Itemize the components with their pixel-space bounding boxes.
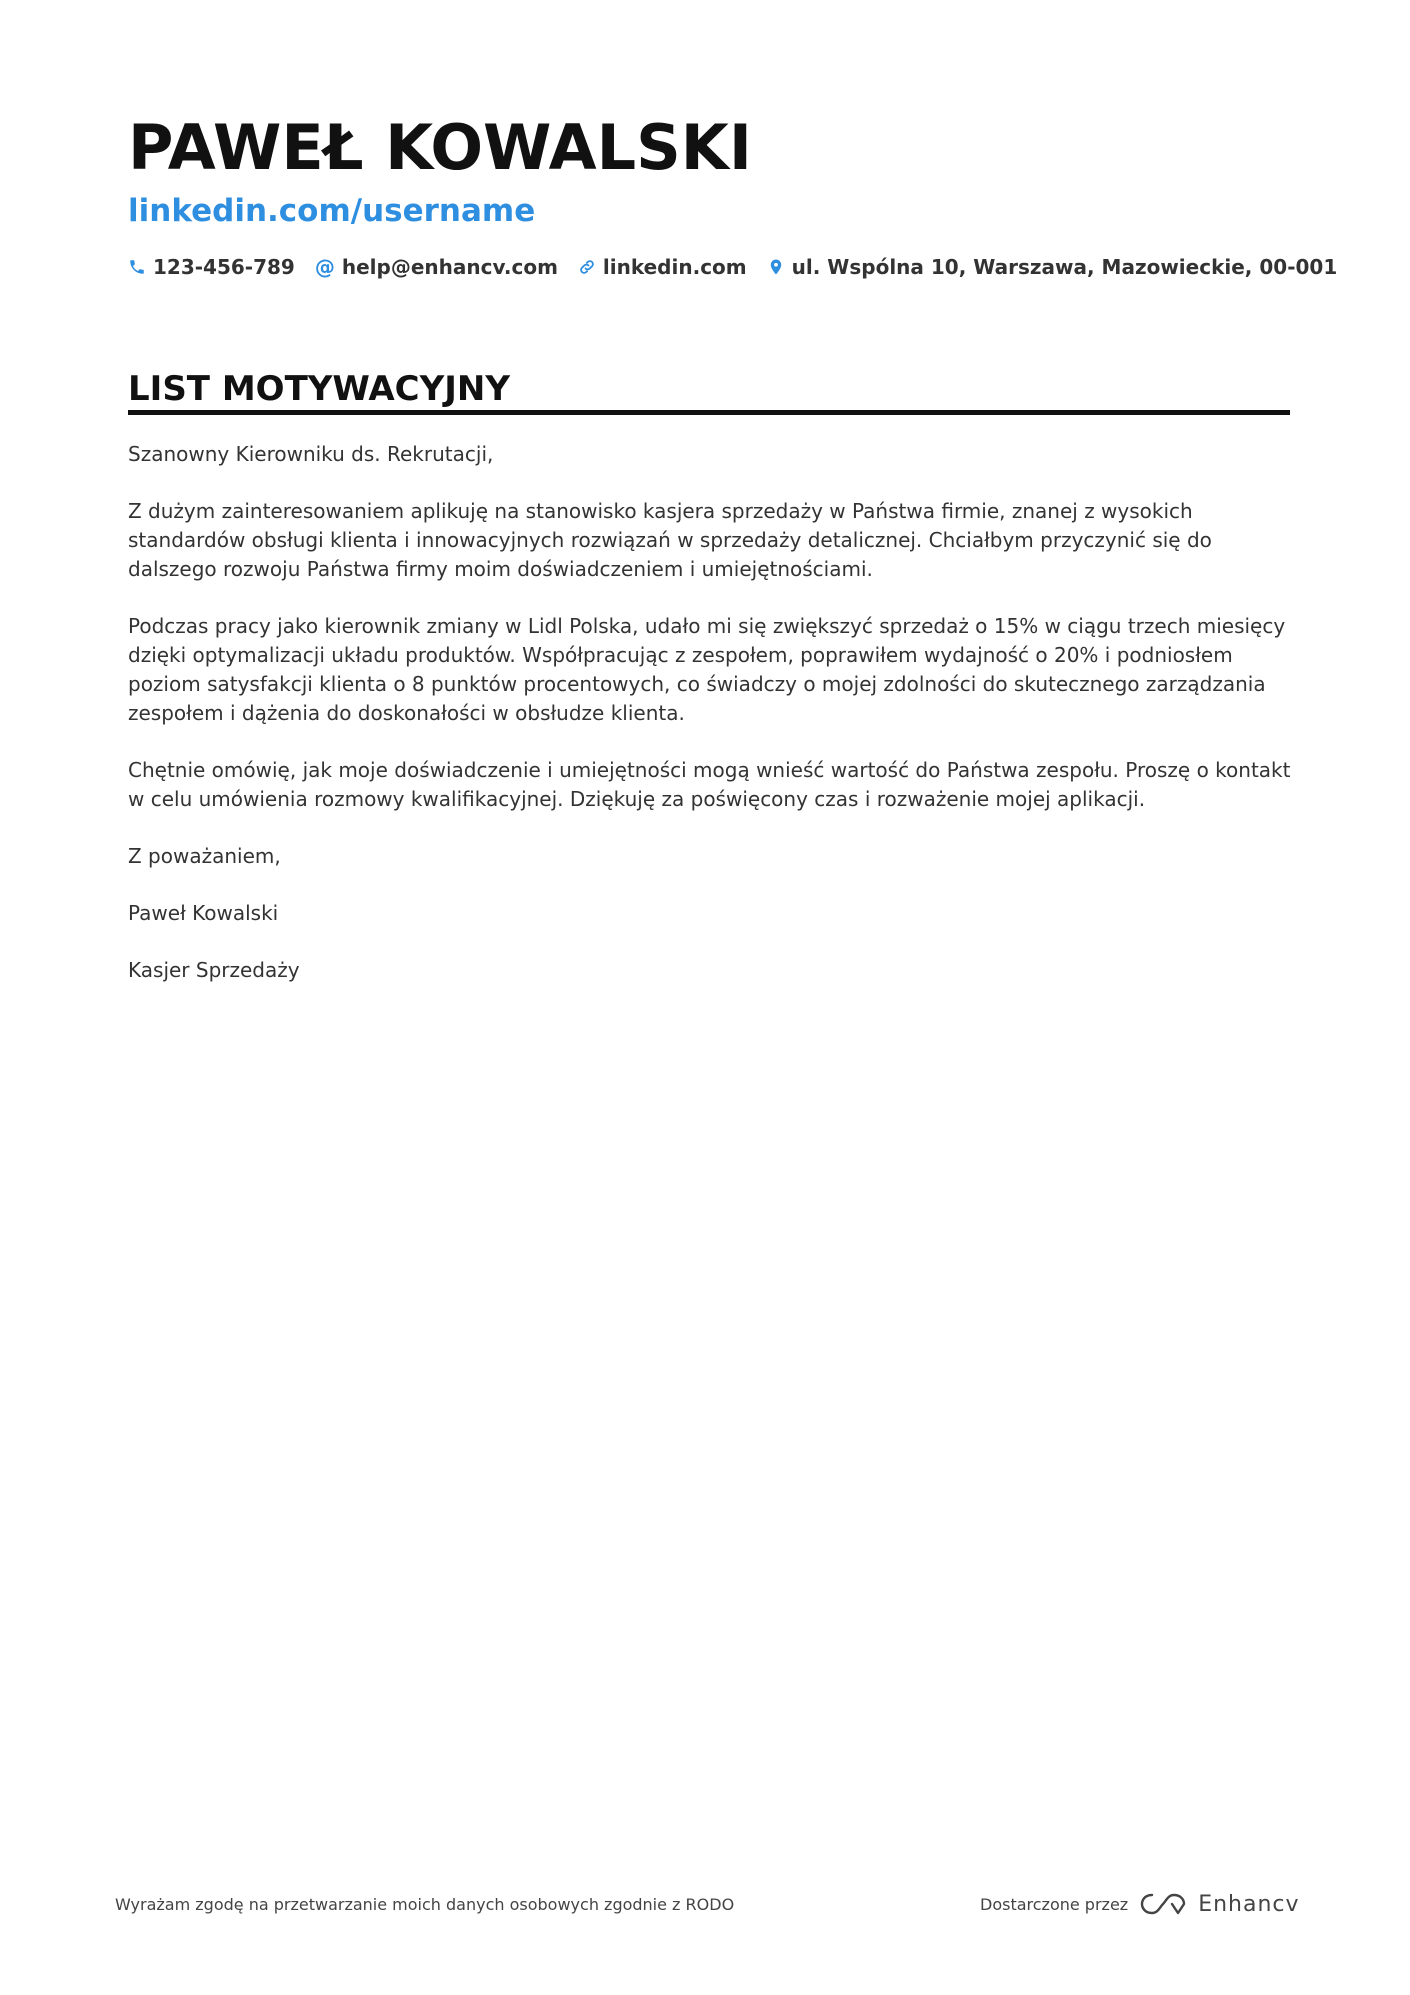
powered-by-label: Dostarczone przez bbox=[980, 1894, 1129, 1914]
letter-paragraph-1: Z dużym zainteresowaniem aplikuję na stanowisko kasjera sprzedaży w Państwa firmie, znanej z wysokich standardów obsługi klienta i innowacyjnych rozwiązań w sprzedaży detalicznej. Chciałbym przyczynić się do dalszego rozwoju Państwa firmy moim doświadczeniem i umiejętnościami. bbox=[128, 499, 1212, 581]
letter-body bbox=[128, 440, 1298, 1013]
contact-address-text: ul. Wspólna 10, Warszawa, Mazowieckie, 00-001 bbox=[791, 255, 1338, 279]
contact-bar bbox=[128, 252, 1357, 282]
contact-linkedin-text: linkedin.com bbox=[602, 255, 747, 279]
enhancv-logo-icon bbox=[1140, 1891, 1186, 1917]
signature-name: Paweł Kowalski bbox=[128, 901, 279, 925]
contact-email-text: help@enhancv.com bbox=[341, 255, 558, 279]
letter-closing: Z poważaniem, bbox=[128, 844, 281, 868]
gdpr-consent-note: Wyrażam zgodę na przetwarzanie moich danych osobowych zgodnie z RODO bbox=[115, 1895, 735, 1914]
letter-greeting: Szanowny Kierowniku ds. Rekrutacji, bbox=[128, 442, 494, 466]
section-divider bbox=[128, 410, 1290, 415]
contact-linkedin[interactable] bbox=[578, 255, 747, 279]
location-pin-icon bbox=[767, 258, 785, 276]
contact-phone[interactable] bbox=[128, 255, 295, 279]
link-icon bbox=[578, 258, 596, 276]
at-icon: @ bbox=[314, 255, 335, 279]
section-title: LIST MOTYWACYJNY bbox=[128, 369, 510, 409]
enhancv-brand-name: Enhancv bbox=[1198, 1891, 1300, 1917]
letter-paragraph-3: Chętnie omówię, jak moje doświadczenie i umiejętności mogą wnieść wartość do Państwa zespołu. Proszę o kontakt w celu umówienia rozmowy kwalifikacyjnej. Dziękuję za poświęcony czas i rozważenie mojej aplikacji. bbox=[128, 758, 1291, 811]
contact-address bbox=[767, 255, 1338, 279]
contact-phone-text: 123-456-789 bbox=[153, 255, 295, 279]
applicant-name: PAWEŁ KOWALSKI bbox=[128, 111, 752, 184]
contact-email[interactable] bbox=[315, 255, 558, 279]
applicant-subtitle-link[interactable]: linkedin.com/username bbox=[128, 193, 536, 229]
letter-paragraph-2: Podczas pracy jako kierownik zmiany w Lidl Polska, udało mi się zwiększyć sprzedaż o 15% w ciągu trzech miesięcy dzięki optymalizacji układu produktów. Współpracując z zespołem, poprawiłem wydajność o 20% i podniosłem poziom satysfakcji klienta o 8 punktów procentowych, co świadczy o mojej zdolności do skutecznego zarządzania zespołem i dążenia do doskonałości w obsłudze klienta. bbox=[128, 614, 1286, 725]
signature-title: Kasjer Sprzedaży bbox=[128, 958, 300, 982]
phone-icon bbox=[128, 258, 146, 276]
powered-by[interactable] bbox=[980, 1888, 1300, 1920]
